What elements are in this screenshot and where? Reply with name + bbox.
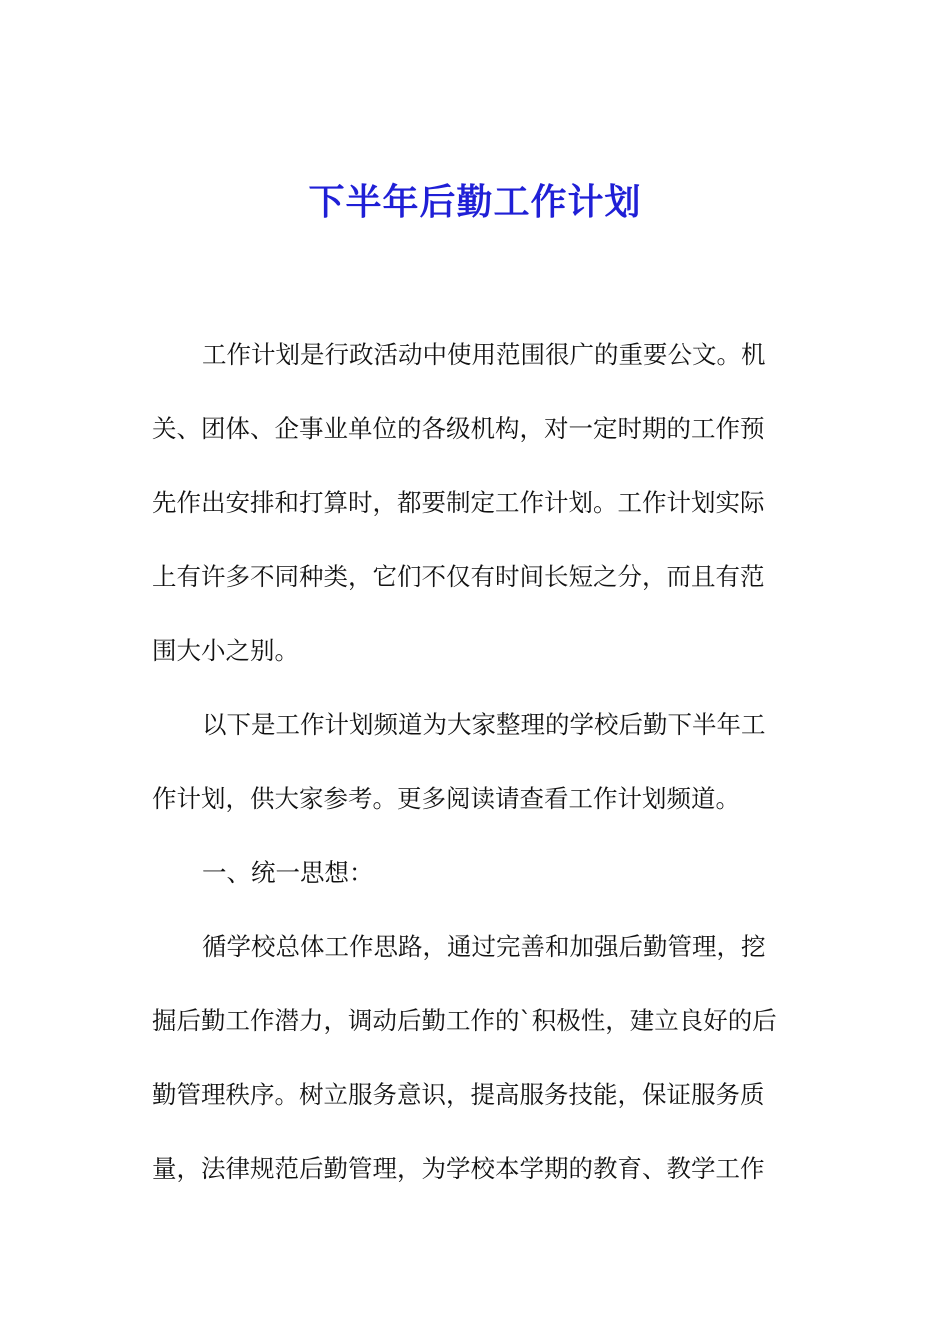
paragraph-line: 掘后勤工作潜力，调动后勤工作的`积极性，建立良好的后 [152, 1006, 777, 1035]
paragraph-line: 量，法律规范后勤管理，为学校本学期的教育、教学工作 [152, 1154, 765, 1183]
paragraph-line: 作计划，供大家参考。更多阅读请查看工作计划频道。 [152, 784, 740, 813]
paragraph-line: 勤管理秩序。树立服务意识，提高服务技能，保证服务质 [152, 1080, 765, 1109]
section-heading: 一、统一思想： [202, 858, 374, 887]
paragraph-line: 以下是工作计划频道为大家整理的学校后勤下半年工 [202, 710, 766, 739]
document-title: 下半年后勤工作计划 [308, 182, 642, 223]
paragraph-line: 循学校总体工作思路，通过完善和加强后勤管理，挖 [202, 932, 766, 961]
paragraph-line: 上有许多不同种类，它们不仅有时间长短之分，而且有范 [152, 562, 765, 591]
document-body [152, 332, 800, 1220]
paragraph-line: 关、团体、企事业单位的各级机构，对一定时期的工作预 [152, 414, 765, 443]
paragraph-line: 先作出安排和打算时，都要制定工作计划。工作计划实际 [152, 488, 765, 517]
paragraph-line: 工作计划是行政活动中使用范围很广的重要公文。机 [202, 340, 766, 369]
paragraph-line: 围大小之别。 [152, 636, 299, 665]
